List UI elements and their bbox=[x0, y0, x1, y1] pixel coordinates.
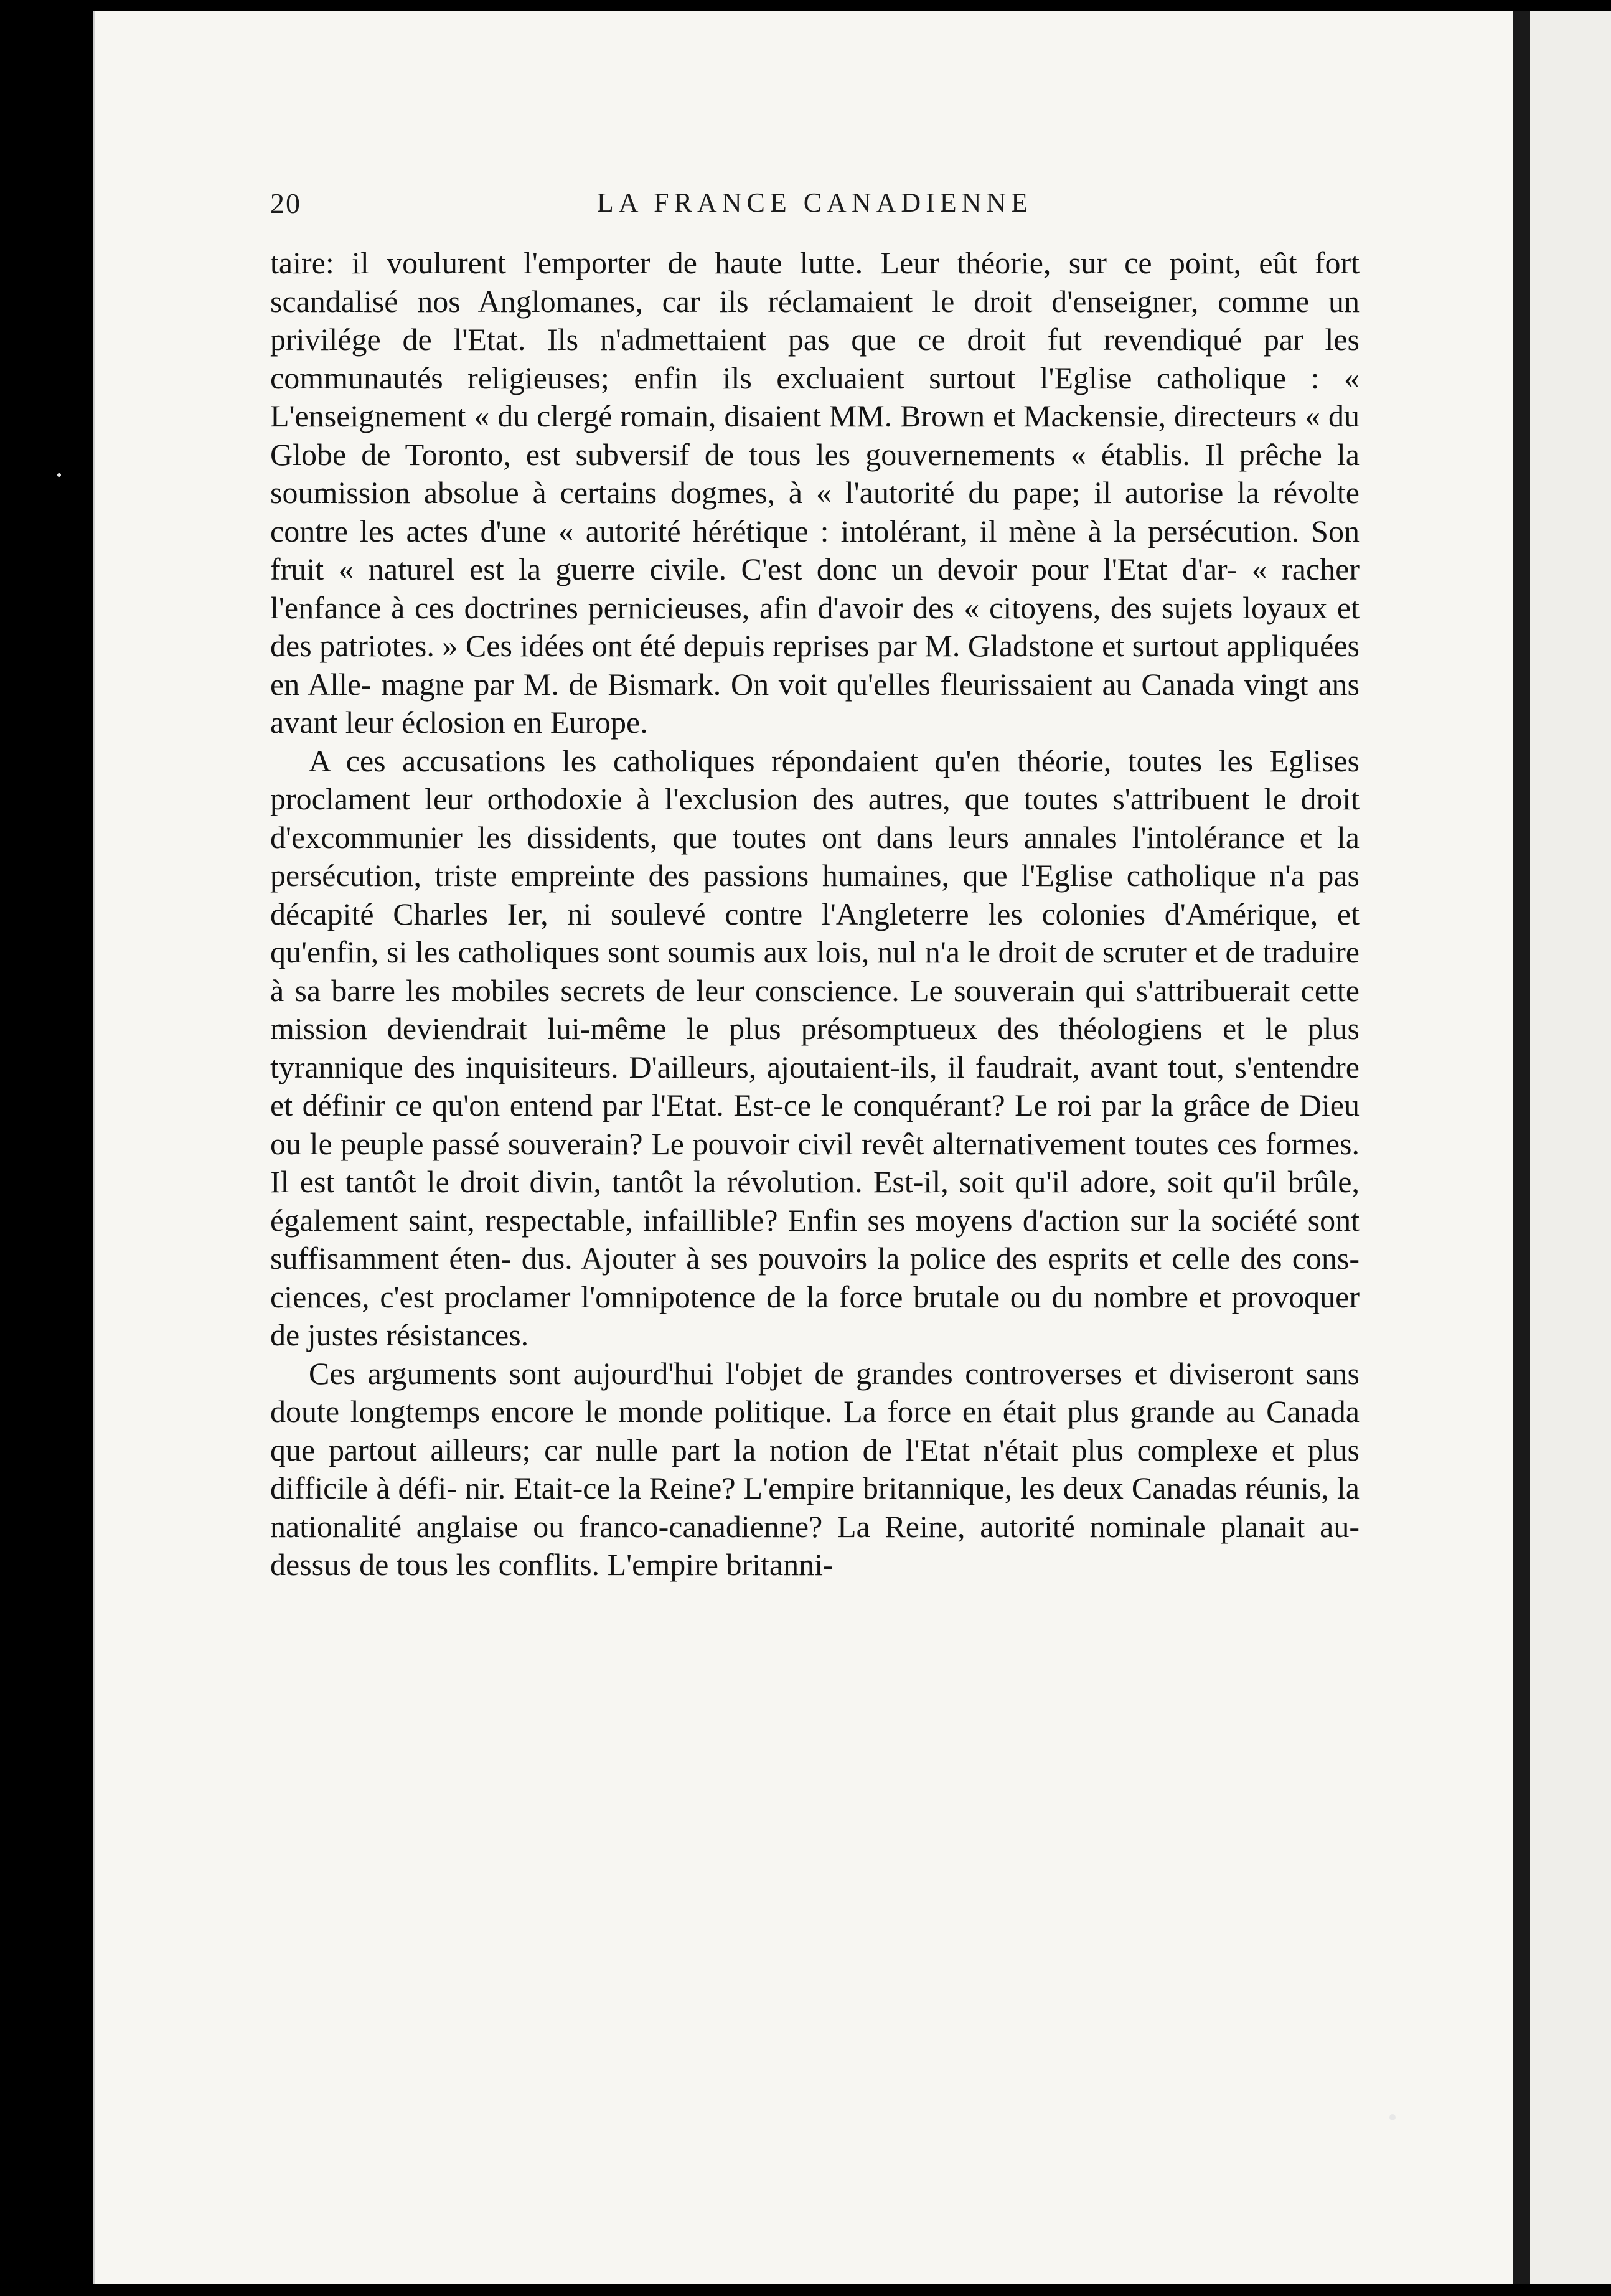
paragraph-2: A ces accusations les catholiques répondaient qu'en théorie, toutes les Eglises proclament leur orthodoxie à l'exclusion des autres, que toutes s'attribuent le droit d'excommunier les dissidents, que toutes ont dans leurs annales l'intolérance et la persécution, triste empreinte des passions humaines, que l'Eglise catholique n'a pas décapité Charles Ier, ni soulevé contre l'Angleterre les colonies d'Amérique, et qu'enfin, si les catholiques sont soumis aux lois, nul n'a le droit de scruter et de traduire à sa barre les mobiles secrets de leur conscience. Le souverain qui s'attribuerait cette mission deviendrait lui-même le plus présomptueux des théologiens et le plus tyrannique des inquisiteurs. D'ailleurs, ajoutaient-ils, il faudrait, avant tout, s'entendre et définir ce qu'on entend par l'Etat. Est-ce le conquérant? Le roi par la grâce de Dieu ou le peuple passé souverain? Le pouvoir civil revêt alternativement toutes ces formes. Il est tantôt le droit divin, tantôt la révolution. Est-il, soit qu'il adore, soit qu'il brûle, également saint, respectable, infaillible? Enfin ses moyens d'action sur la société sont suffisamment éten- dus. Ajouter à ses pouvoirs la police des esprits et celle des cons- ciences, c'est proclamer l'omnipotence de la force brutale ou du nombre et provoquer de justes résistances. bbox=[270, 743, 1360, 1352]
facing-page-edge bbox=[1530, 11, 1611, 2284]
scan-speck bbox=[1389, 2114, 1396, 2120]
paragraph-3: Ces arguments sont aujourd'hui l'objet de grandes controverses et diviseront sans doute longtemps encore le monde politique. La force en était plus grande au Canada que partout ailleurs; car nulle part la notion de l'Etat n'était plus complexe et plus difficile à défi- nir. Etait-ce la Reine? L'empire britannique, les deux Canadas réunis, la nationalité anglaise ou franco-canadienne? La Reine, autorité nominale planait au-dessus de tous les conflits. L'empire britanni- bbox=[270, 1355, 1360, 1582]
page-number: 20 bbox=[270, 187, 301, 219]
scan-speck bbox=[57, 473, 61, 477]
running-header bbox=[270, 187, 1360, 224]
running-title: LA FRANCE CANADIENNE bbox=[596, 187, 1033, 218]
paragraph-1: taire: il voulurent l'emporter de haute lutte. Leur théorie, sur ce point, eût fort scandalisé nos Anglomanes, car ils réclamaient le droit d'enseigner, comme un privilége de l'Etat. Ils n'admettaient pas que ce droit fut revendiqué par les communautés religieuses; enfin ils excluaient surtout l'Eglise catholique : « L'enseignement « du clergé romain, disaient MM. Brown et Mackensie, directeurs « du Globe de Toronto, est subversif de tous les gouvernements « établis. Il prêche la soumission absolue à certains dogmes, à « l'autorité du pape; il autorise la révolte contre les actes d'une « autorité hérétique : intolérant, il mène à la persécution. Son fruit « naturel est la guerre civile. C'est donc un devoir pour l'Etat d'ar- « racher l'enfance à ces doctrines pernicieuses, afin d'avoir des « citoyens, des sujets loyaux et des patriotes. » Ces idées ont été depuis reprises par M. Gladstone et surtout appliquées en Alle- magne par M. de Bismark. On voit qu'elles fleurissaient au Canada vingt ans avant leur éclosion en Europe. bbox=[270, 245, 1360, 740]
page-gutter-shadow bbox=[1513, 11, 1530, 2284]
body-text bbox=[270, 244, 1360, 1584]
